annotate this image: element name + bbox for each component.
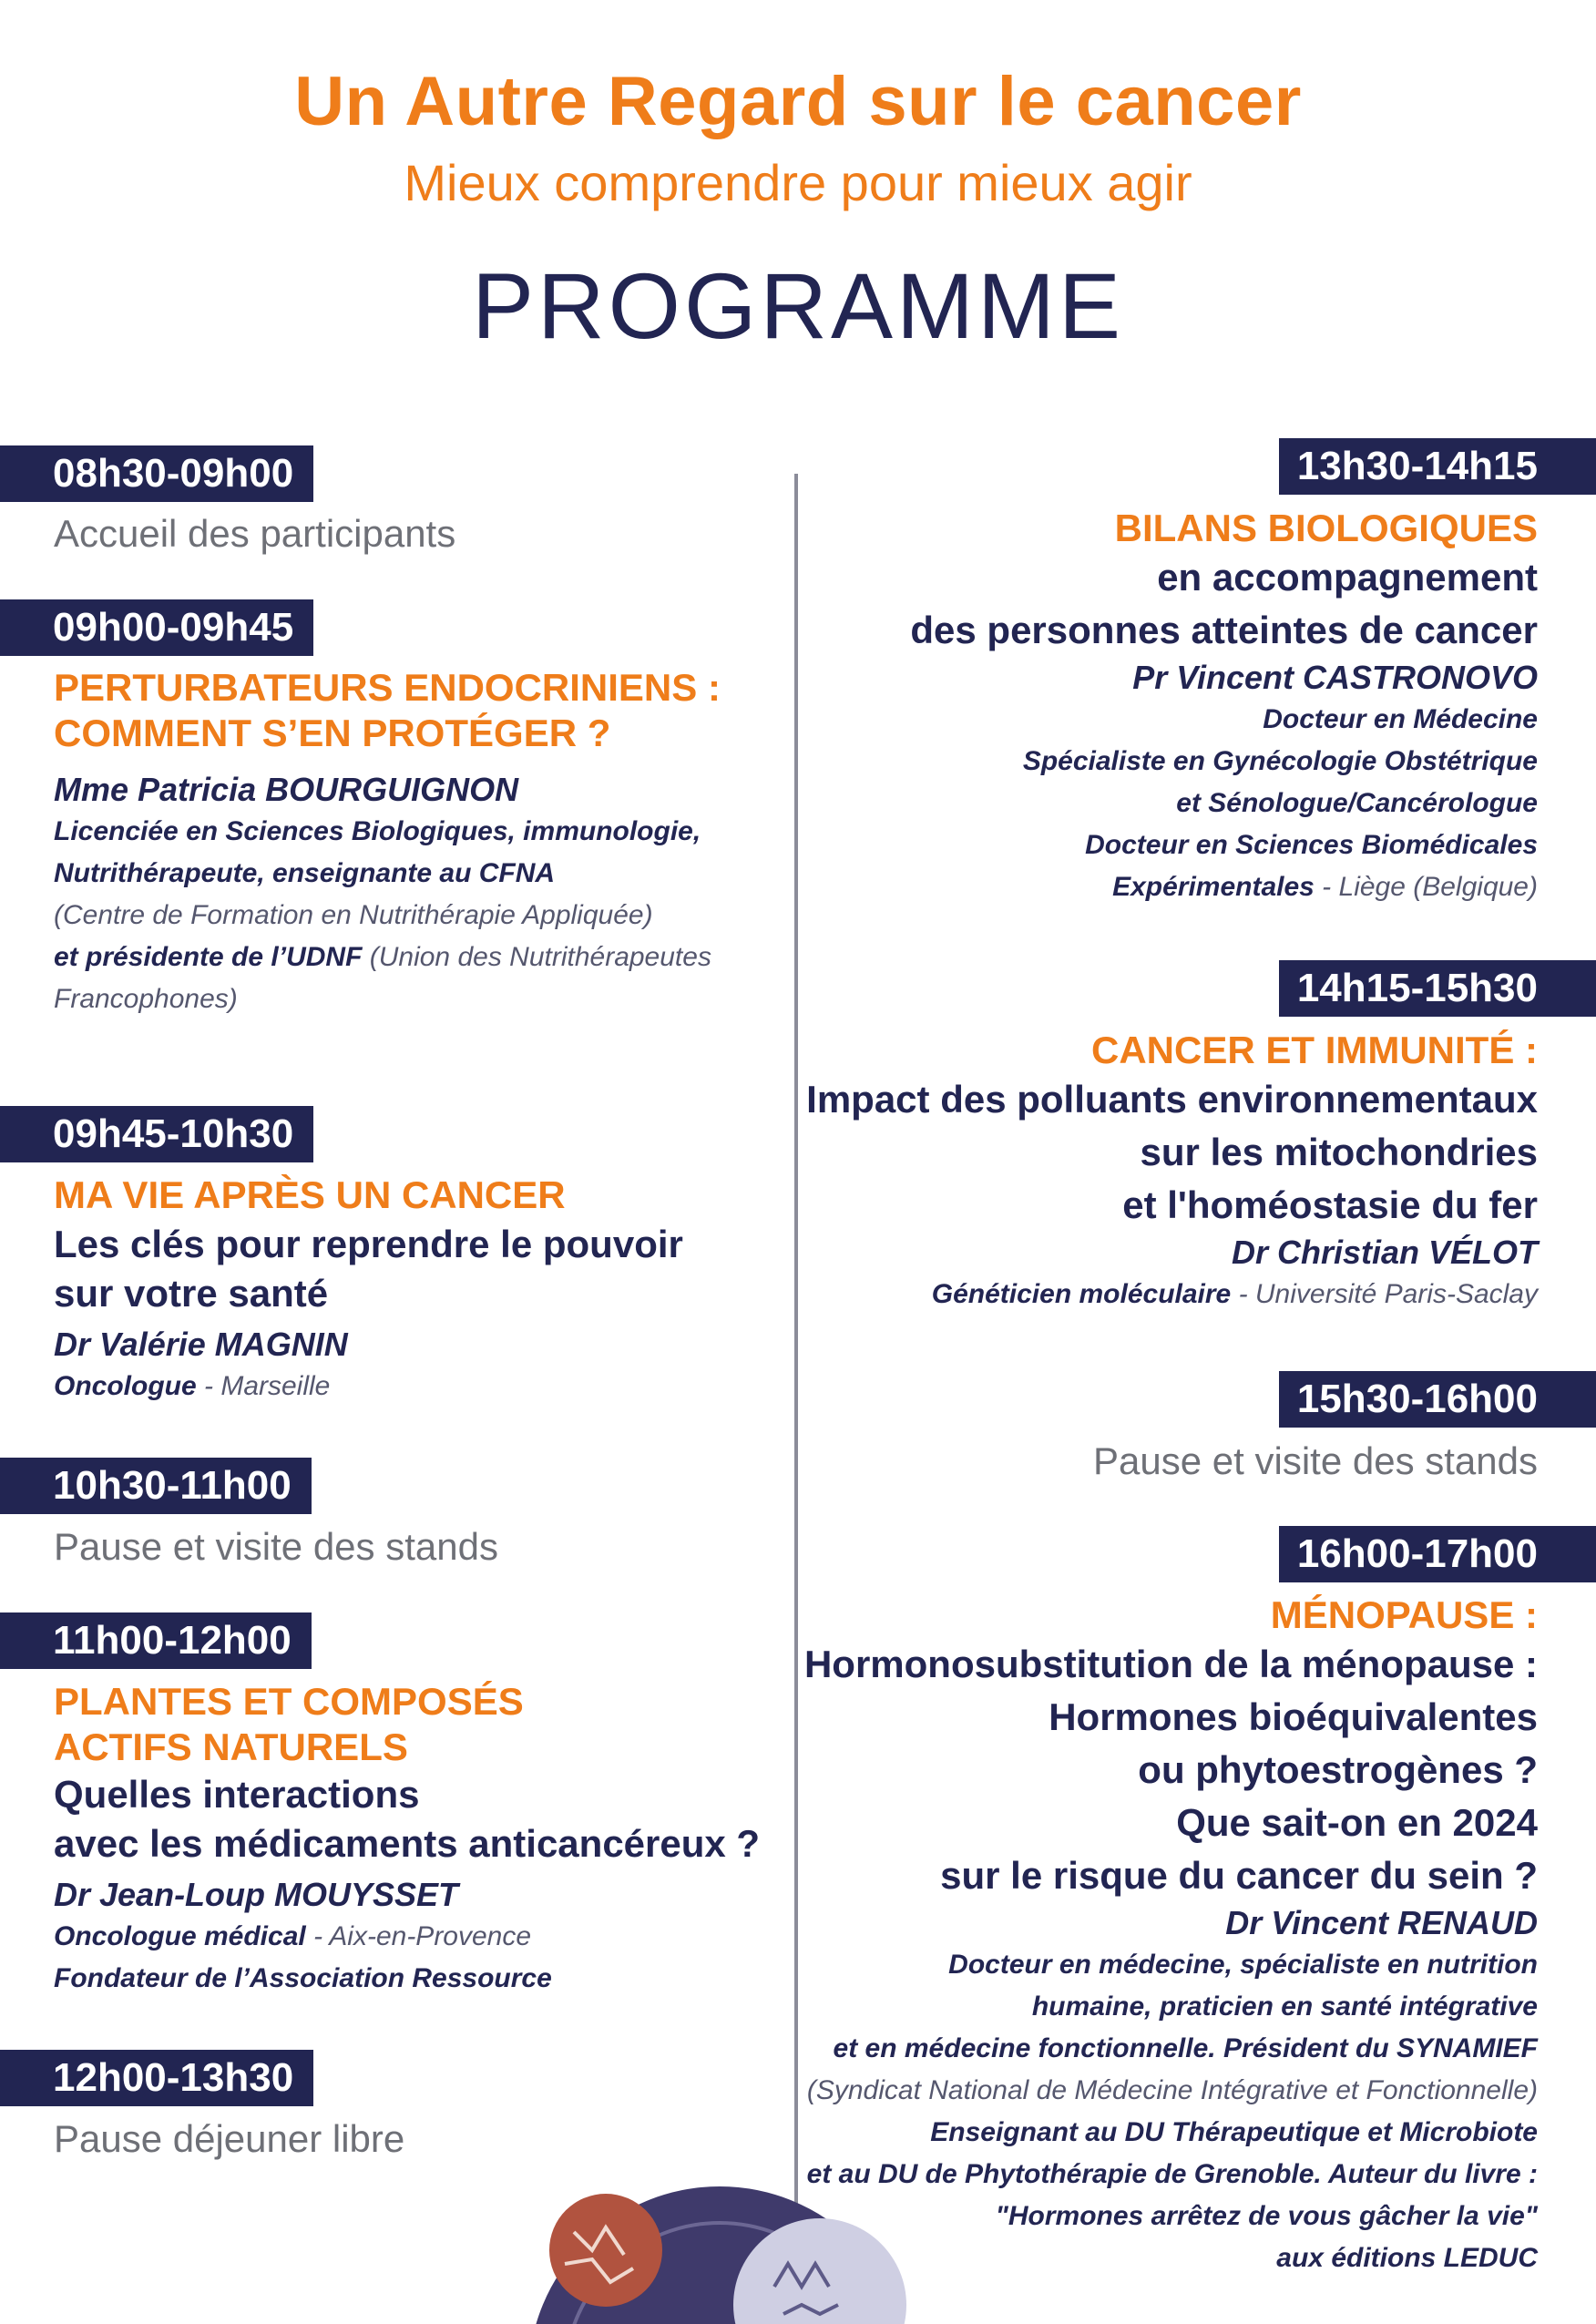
speaker-name: Pr Vincent CASTRONOVO xyxy=(1132,659,1538,696)
speaker-affiliation: Docteur en Médecine xyxy=(1263,704,1538,734)
session-subtitle: ou phytoestrogènes ? xyxy=(1138,1748,1538,1791)
time-badge: 11h00-12h00 xyxy=(0,1612,312,1669)
session-subtitle: et l'homéostasie du fer xyxy=(1122,1183,1538,1226)
speaker-affiliation: et en médecine fonctionnelle. Président du SYNAMIEF xyxy=(833,2033,1538,2063)
session-block xyxy=(54,1679,783,2000)
speaker-affiliation: Enseignant au DU Thérapeutique et Microbiote xyxy=(930,2117,1538,2147)
speaker-affiliation: "Hormones arrêtez de vous gâcher la vie" xyxy=(995,2201,1538,2231)
small-circle-decoration xyxy=(549,2194,662,2307)
speaker-name: Dr Valérie MAGNIN xyxy=(54,1326,348,1363)
speaker-name: Dr Christian VÉLOT xyxy=(1231,1234,1538,1271)
time-badge: 08h30-09h00 xyxy=(0,445,313,502)
session-text: Pause et visite des stands xyxy=(54,1525,498,1568)
session-subtitle: en accompagnement xyxy=(1157,556,1538,599)
session-text: Accueil des participants xyxy=(54,512,456,555)
speaker-name: Mme Patricia BOURGUIGNON xyxy=(54,771,519,808)
time-badge: 12h00-13h30 xyxy=(0,2050,313,2106)
session-subtitle: avec les médicaments anticancéreux ? xyxy=(54,1822,761,1865)
session-subtitle: Que sait-on en 2024 xyxy=(1176,1801,1538,1844)
time-badge: 09h45-10h30 xyxy=(0,1106,313,1162)
speaker-affiliation: humaine, praticien en santé intégrative xyxy=(1031,1991,1538,2022)
time-badge: 14h15-15h30 xyxy=(1279,960,1596,1017)
session-subtitle: Quelles interactions xyxy=(54,1773,420,1816)
speaker-affiliation: Spécialiste en Gynécologie Obstétrique xyxy=(1022,746,1538,776)
session-block xyxy=(54,665,783,1020)
speaker-affiliation: Oncologue médical - Aix-en-Provence xyxy=(54,1921,532,1951)
session-block xyxy=(754,1028,1538,1316)
session-block xyxy=(54,1172,783,1408)
speaker-affiliation: (Syndicat National de Médecine Intégrative et Fonctionnelle) xyxy=(806,2075,1538,2105)
session-topic: PERTURBATEURS ENDOCRINIENS : xyxy=(54,666,721,709)
session-subtitle: sur les mitochondries xyxy=(1140,1131,1538,1173)
speaker-affiliation: aux éditions LEDUC xyxy=(1276,2243,1538,2273)
session-topic: MA VIE APRÈS UN CANCER xyxy=(54,1173,566,1216)
time-badge: 13h30-14h15 xyxy=(1279,438,1596,495)
time-badge: 10h30-11h00 xyxy=(0,1458,312,1514)
session-topic: PLANTES ET COMPOSÉS xyxy=(54,1680,524,1723)
speaker-affiliation: Expérimentales - Liège (Belgique) xyxy=(1112,872,1538,902)
speaker-affiliation: Oncologue - Marseille xyxy=(54,1371,331,1401)
speaker-affiliation: et Sénologue/Cancérologue xyxy=(1176,788,1538,818)
time-badge: 09h00-09h45 xyxy=(0,599,313,656)
session-subtitle: Hormones bioéquivalentes xyxy=(1049,1695,1538,1738)
speaker-affiliation: Fondateur de l’Association Ressource xyxy=(54,1963,552,1993)
event-title: Un Autre Regard sur le cancer xyxy=(294,63,1302,140)
session-topic: MÉNOPAUSE : xyxy=(1270,1593,1538,1636)
session-subtitle: Impact des polluants environnementaux xyxy=(806,1078,1538,1121)
event-subtitle: Mieux comprendre pour mieux agir xyxy=(404,154,1192,211)
time-badge: 15h30-16h00 xyxy=(1279,1371,1596,1428)
session-topic: CANCER ET IMMUNITÉ : xyxy=(1091,1029,1538,1071)
session-subtitle: sur le risque du cancer du sein ? xyxy=(940,1854,1538,1897)
session-block xyxy=(754,506,1538,908)
session-subtitle: Hormonosubstitution de la ménopause : xyxy=(803,1643,1538,1685)
speaker-affiliation: Docteur en médecine, spécialiste en nutrition xyxy=(948,1950,1538,1980)
decorative-circles xyxy=(510,2177,1020,2324)
session-topic: COMMENT S’EN PROTÉGER ? xyxy=(54,712,611,754)
speaker-affiliation: Licenciée en Sciences Biologiques, immunologie, xyxy=(54,816,701,846)
session-subtitle: sur votre santé xyxy=(54,1272,329,1315)
session-text: Pause déjeuner libre xyxy=(54,2117,405,2160)
session-block xyxy=(754,1592,1538,2279)
speaker-affiliation: Généticien moléculaire - Université Paris-Saclay xyxy=(931,1279,1538,1309)
time-badge: 16h00-17h00 xyxy=(1279,1526,1596,1582)
session-topic: BILANS BIOLOGIQUES xyxy=(1114,507,1538,549)
speaker-affiliation: Nutrithérapeute, enseignante au CFNA xyxy=(54,858,556,888)
speaker-affiliation: Docteur en Sciences Biomédicales xyxy=(1085,830,1538,860)
session-text: Pause et visite des stands xyxy=(1093,1439,1538,1482)
session-subtitle: Les clés pour reprendre le pouvoir xyxy=(54,1223,683,1265)
speaker-name: Dr Jean-Loup MOUYSSET xyxy=(54,1876,459,1913)
programme-heading: PROGRAMME xyxy=(471,254,1125,358)
speaker-affiliation: et au DU de Phytothérapie de Grenoble. Auteur du livre : xyxy=(806,2159,1538,2189)
speaker-affiliation: et présidente de l’UDNF (Union des Nutrithérapeutes xyxy=(54,942,711,972)
session-topic: ACTIFS NATURELS xyxy=(54,1725,408,1768)
session-subtitle: des personnes atteintes de cancer xyxy=(910,609,1538,651)
speaker-affiliation: (Centre de Formation en Nutrithérapie Appliquée) xyxy=(54,900,653,930)
speaker-affiliation: Francophones) xyxy=(54,984,238,1014)
speaker-name: Dr Vincent RENAUD xyxy=(1225,1904,1538,1941)
